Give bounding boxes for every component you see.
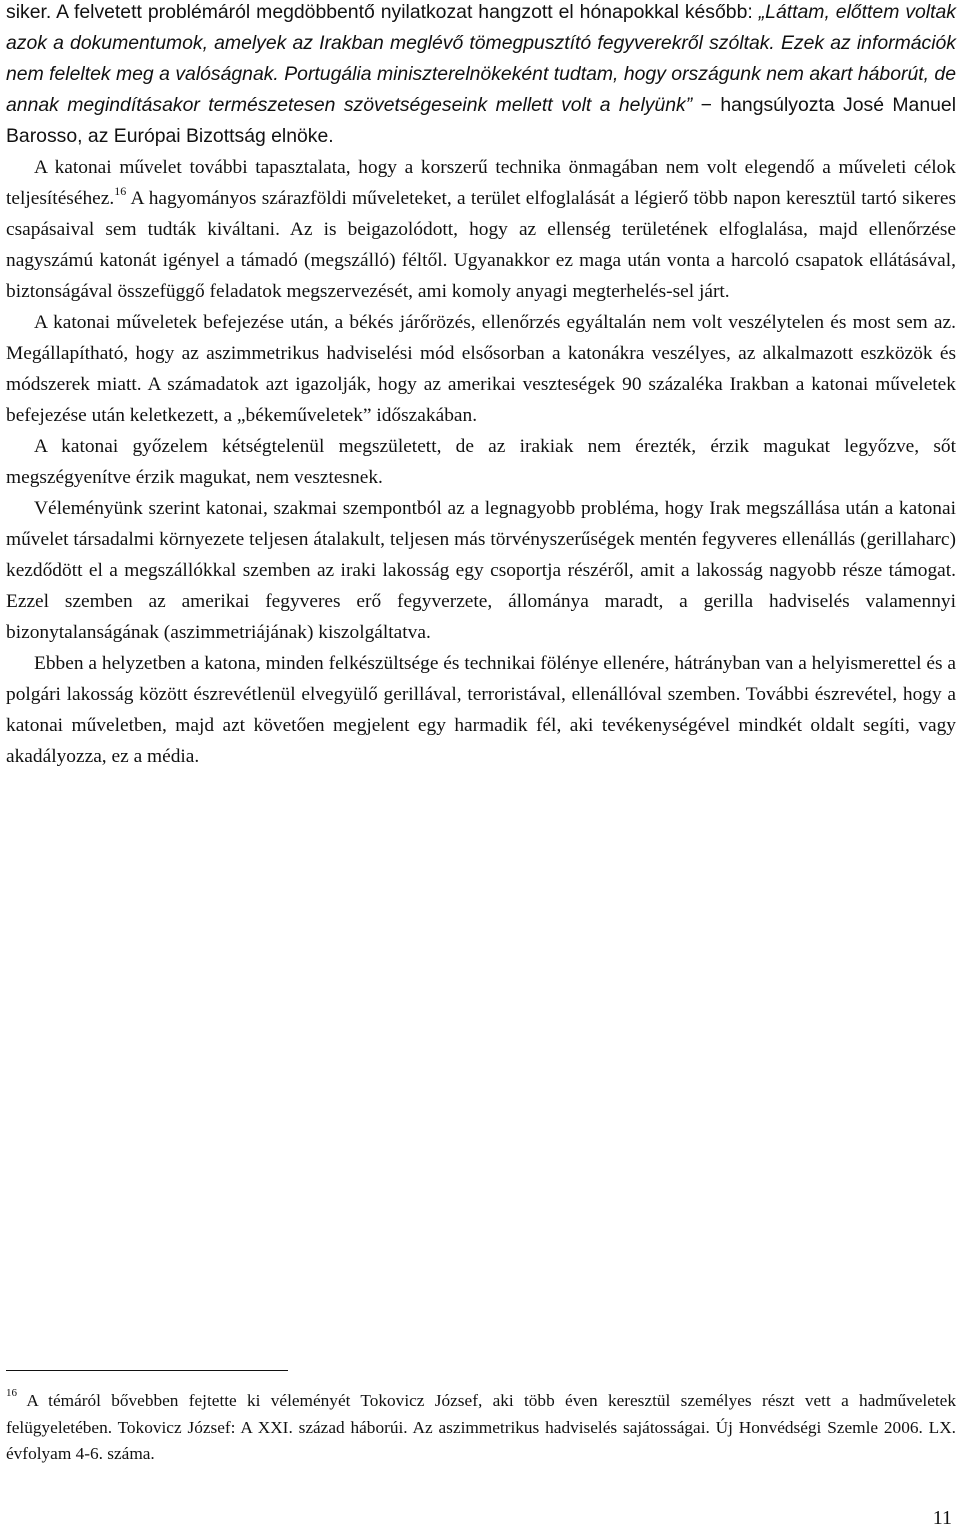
- paragraph-2: [6, 152, 956, 307]
- footnote-divider: [6, 1370, 288, 1371]
- barroso-quote: „Láttam, előttem voltak azok a dokumentumok, amelyek az Irakban meglévő tömegpusztító fegyverekről szóltak. Ezek az információk nem feleltek meg a valóságnak. Portugália miniszterelnökeként tudtam, hogy országunk nem akart háborút, de annak megindításakor természetesen szövetségeseink mellett volt a helyünk”: [6, 1, 956, 116]
- paragraph-6: Ebben a helyzetben a katona, minden felkészültsége és technikai fölénye ellenére, hátrányban van a helyismerettel és a polgári lakosság között észrevétlenül elvegyülő gerillával, terroristával, ellenállóval szemben. További észrevétel, hogy a katonai műveletben, majd azt követően megjelent egy harmadik fél, aki tevékenységével mindkét oldalt segíti, vagy akadályozza, ez a média.: [6, 653, 956, 767]
- paragraph-1: [6, 0, 956, 152]
- footnote-number: 16: [6, 1387, 17, 1400]
- main-text: [6, 0, 956, 772]
- paragraph-3: A katonai műveletek befejezése után, a békés járőrözés, ellenőrzés egyáltalán nem volt veszélytelen és most sem az. Megállapítható, hogy az aszimmetrikus hadviselési mód elsősorban a katonákra veszélyes, az alkalmazott eszközök és módszerek miatt. A számadatok azt igazolják, hogy az amerikai veszteségek 90 százaléka Irakban a katonai műveletek befejezése után keletkezett, a „békeműveletek” időszakában.: [6, 312, 956, 426]
- paragraph-2-part-a: A katonai művelet további tapasztalata, hogy a korszerű technika önmagában nem volt elegendő a műveleti célok teljesítéséhez.: [6, 157, 956, 209]
- footnote-text: A témáról bővebben fejtette ki véleményét Tokovicz József, aki több éven keresztül személyes részt vett a hadműveletek felügyeletében. Tokovicz József: A XXI. század háborúi. Az aszimmetrikus hadviselés sajátosságai. Új Honvédségi Szemle 2006. LX. évfolyam 4-6. száma.: [6, 1391, 956, 1463]
- page-number: 11: [932, 1507, 952, 1529]
- paragraph-1-attribution: − hangsúlyozta José Manuel Barosso, az Európai Bizottság elnöke.: [6, 94, 957, 147]
- footnote-reference: 16: [114, 183, 127, 198]
- paragraph-1-lead: siker. A felvetett problémáról megdöbbentő nyilatkozat hangzott el hónapokkal később:: [6, 1, 759, 23]
- footnote-16: [6, 1388, 956, 1468]
- footnotes: [6, 1388, 956, 1468]
- paragraph-2-part-b: A hagyományos szárazföldi műveleteket, a terület elfoglalását a légierő több napon keresztül tartó sikeres csapásaival sem tudták kiváltani. Az is beigazolódott, hogy az ellenség területének elfoglalása, majd ellenőrzése nagyszámú katonát igényel a támadó (megszálló) féltől. Ugyanakkor ez maga után vonta a harcoló csapatok ellátásával, biztonságával összefüggő feladatok megszervezését, ami komoly anyagi megterhelés-sel járt.: [6, 188, 956, 302]
- paragraph-5: Véleményünk szerint katonai, szakmai szempontból az a legnagyobb probléma, hogy Irak megszállása után a katonai művelet társadalmi környezete teljesen átalakult, teljesen más törvényszerűségek mentén fegyveres ellenállás (gerillaharc) kezdődött el a megszállókkal szemben az iraki lakosság egy csoportja részéről, amit a lakosság nagyobb része támogat. Ezzel szemben az amerikai fegyveres erő fegyverzete, állománya maradt, a gerilla hadviselés valamennyi bizonytalanságának (aszimmetriájának) kiszolgáltatva.: [6, 498, 956, 643]
- paragraph-4: A katonai győzelem kétségtelenül megszületett, de az irakiak nem érezték, érzik magukat legyőzve, sőt megszégyenítve érzik magukat, nem vesztesnek.: [6, 436, 956, 488]
